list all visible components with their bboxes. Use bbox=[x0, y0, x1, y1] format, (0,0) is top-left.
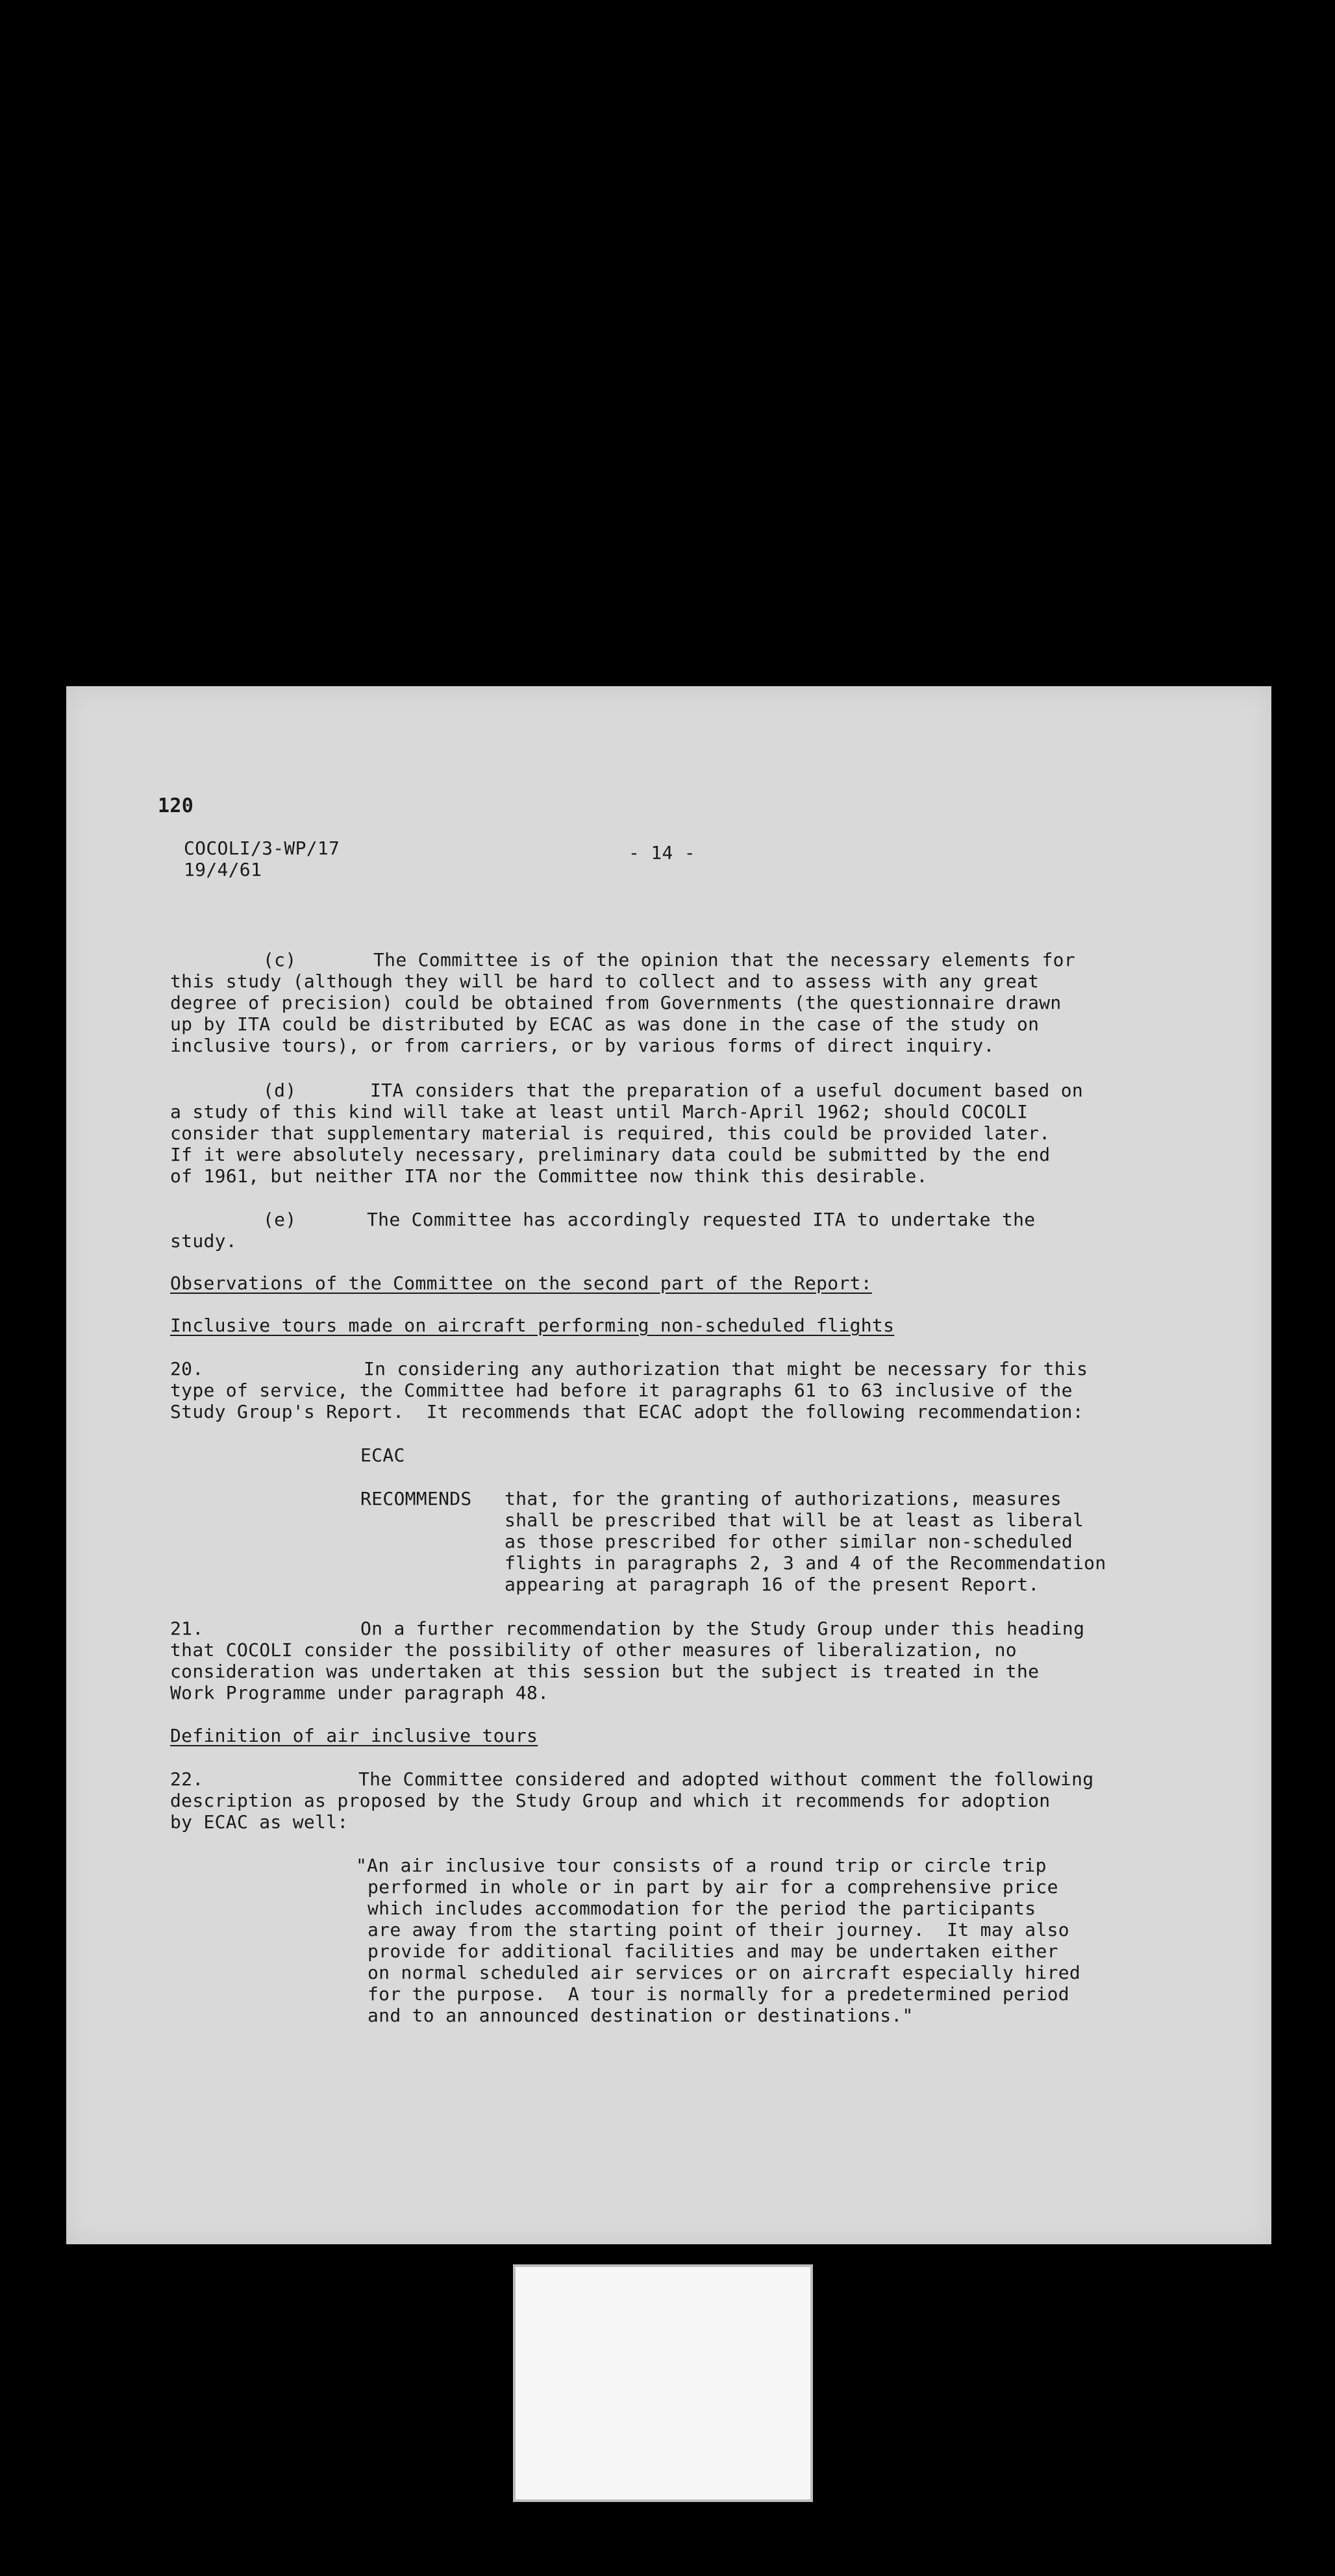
heading-definition: Definition of air inclusive tours bbox=[170, 1725, 538, 1746]
para-d-line: of 1961, but neither ITA nor the Committee now think this desirable. bbox=[170, 1165, 928, 1187]
recommendation-line: appearing at paragraph 16 of the present Report. bbox=[505, 1574, 1040, 1595]
para-e-label: (e) bbox=[263, 1209, 297, 1230]
para-20-line: type of service, the Committee had before it paragraphs 61 to 63 inclusive of the bbox=[170, 1380, 1073, 1401]
quote-line: are away from the starting point of their journey. It may also bbox=[368, 1919, 1069, 1940]
para-22-line: description as proposed by the Study Group and which it recommends for adoption bbox=[170, 1790, 1051, 1811]
para-22-number: 22. bbox=[170, 1768, 204, 1790]
quote-line: performed in whole or in part by air for a comprehensive price bbox=[368, 1876, 1058, 1898]
para-d-label: (d) bbox=[263, 1080, 297, 1101]
page-label: - 14 - bbox=[629, 842, 695, 863]
para-20-line: In considering any authorization that might be necessary for this bbox=[364, 1358, 1088, 1380]
para-c-label: (c) bbox=[263, 949, 297, 971]
para-c-line: degree of precision) could be obtained from Governments (the questionnaire drawn bbox=[170, 992, 1062, 1013]
para-e-line: The Committee has accordingly requested ITA to undertake the bbox=[367, 1209, 1036, 1230]
para-c-line: The Committee is of the opinion that the necessary elements for bbox=[373, 949, 1075, 971]
document-reference: COCOLI/3-WP/17 bbox=[184, 837, 340, 859]
para-d-line: a study of this kind will take at least until March-April 1962; should COCOLI bbox=[170, 1101, 1029, 1122]
para-21-number: 21. bbox=[170, 1618, 204, 1639]
quote-line: and to an announced destination or destinations." bbox=[368, 2005, 914, 2026]
page-number: 120 bbox=[158, 795, 194, 817]
recommendation-body: ECAC bbox=[360, 1444, 405, 1466]
quote-line: for the purpose. A tour is normally for a predetermined period bbox=[368, 1983, 1069, 2005]
blank-card bbox=[513, 2264, 813, 2502]
quote-line: provide for additional facilities and may be undertaken either bbox=[368, 1940, 1058, 1962]
recommendation-line: flights in paragraphs 2, 3 and 4 of the Recommendation bbox=[505, 1552, 1106, 1574]
para-20-line: Study Group's Report. It recommends that ECAC adopt the following recommendation: bbox=[170, 1401, 1084, 1422]
para-22-line: The Committee considered and adopted without comment the following bbox=[358, 1768, 1094, 1790]
recommendation-line: shall be prescribed that will be at least as liberal bbox=[505, 1509, 1084, 1531]
recommendation-line: as those prescribed for other similar non-scheduled bbox=[505, 1531, 1073, 1552]
document-date: 19/4/61 bbox=[184, 859, 262, 880]
quote-line: "An air inclusive tour consists of a round trip or circle trip bbox=[356, 1855, 1047, 1876]
recommendation-verb: RECOMMENDS bbox=[360, 1488, 472, 1509]
para-c-line: up by ITA could be distributed by ECAC as was done in the case of the study on bbox=[170, 1013, 1040, 1035]
para-21-line: On a further recommendation by the Study Group under this heading bbox=[360, 1618, 1085, 1639]
para-20-number: 20. bbox=[170, 1358, 204, 1380]
recommendation-line: that, for the granting of authorizations, measures bbox=[505, 1488, 1062, 1509]
para-21-line: Work Programme under paragraph 48. bbox=[170, 1682, 549, 1703]
heading-observations: Observations of the Committee on the second part of the Report: bbox=[170, 1272, 872, 1294]
para-21-line: that COCOLI consider the possibility of other measures of liberalization, no bbox=[170, 1639, 1017, 1661]
para-21-line: consideration was undertaken at this session but the subject is treated in the bbox=[170, 1661, 1040, 1682]
para-d-line: ITA considers that the preparation of a useful document based on bbox=[370, 1080, 1084, 1101]
para-d-line: If it were absolutely necessary, preliminary data could be submitted by the end bbox=[170, 1144, 1051, 1165]
quote-line: on normal scheduled air services or on aircraft especially hired bbox=[368, 1962, 1081, 1983]
para-c-line: inclusive tours), or from carriers, or by various forms of direct inquiry. bbox=[170, 1035, 995, 1056]
para-c-line: this study (although they will be hard to collect and to assess with any great bbox=[170, 971, 1040, 992]
para-e-line: study. bbox=[170, 1230, 237, 1252]
para-22-line: by ECAC as well: bbox=[170, 1811, 349, 1833]
quote-line: which includes accommodation for the period the participants bbox=[368, 1898, 1036, 1919]
heading-inclusive-tours: Inclusive tours made on aircraft performing non-scheduled flights bbox=[170, 1315, 895, 1336]
para-d-line: consider that supplementary material is required, this could be provided later. bbox=[170, 1122, 1051, 1144]
